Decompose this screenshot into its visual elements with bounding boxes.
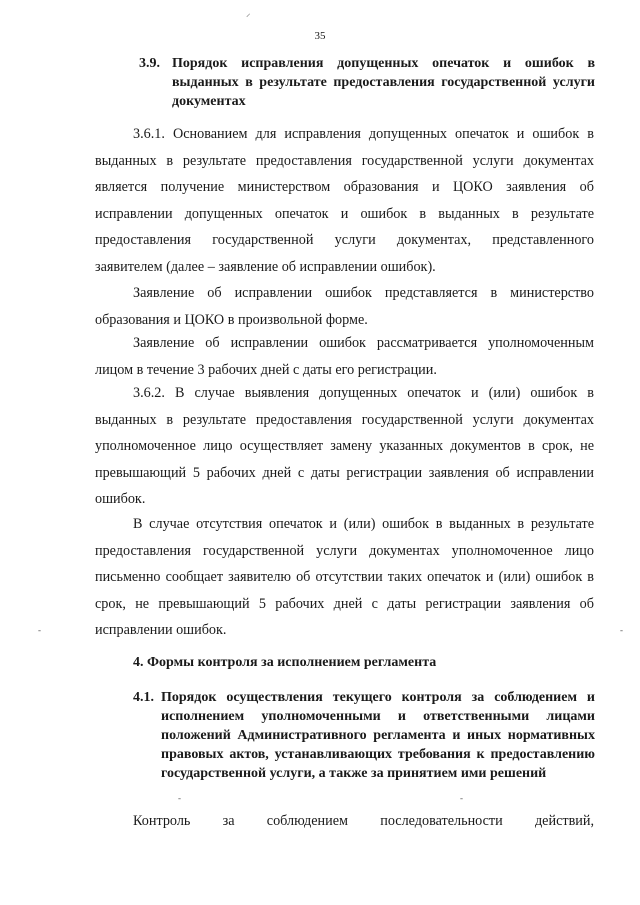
section-4-1-heading bbox=[133, 688, 595, 798]
section-4-1-number: 4.1. bbox=[133, 690, 154, 705]
paragraph-review: Заявление об исправлении ошибок рассматривается уполномоченным лицом в течение 3 рабочих дней с даты его регистрации. bbox=[95, 335, 594, 378]
paragraph-no-errors: В случае отсутствия опечаток и (или) ошибок в выданных в результате предоставления государственной услуги документах уполномоченное лицо письменно сообщает заявителю об отсутствии таких опечаток и (или) ошибок в срок, не превышающий 5 рабочих дней с даты регистрации заявления об исправлении ошибок. bbox=[95, 516, 594, 639]
paragraph-3-6-1: 3.6.1. Основанием для исправления допущенных опечаток и ошибок в выданных в результате предоставления государственной услуги документах является получение министерством образования и ЦОКО заявления об исправлении допущенных опечаток и ошибок в выданных в результате предоставления государственной услуги документах, представленного заявителем (далее – заявление об исправлении ошибок). bbox=[95, 126, 594, 275]
scan-mark-mid-left: ‐ bbox=[178, 793, 181, 803]
section-4-1-title: Порядок осуществления текущего контроля за соблюдением и исполнением уполномоченными и ответственными лицами положений Административного регламента и иных нормативных правовых актов, устанавливающих требования к предоставлению государственной услуги, а также за принятием ими решений bbox=[161, 690, 595, 781]
scan-mark-mid-right: ‐ bbox=[460, 793, 463, 803]
section-4-heading: 4. Формы контроля за исполнением регламента bbox=[133, 655, 437, 670]
scan-mark-top: ⸍ bbox=[246, 12, 251, 22]
paragraph-3-6-2: 3.6.2. В случае выявления допущенных опечаток и (или) ошибок в выданных в результате предоставления государственной услуги документах уполномоченное лицо осуществляет замену указанных документов в срок, не превышающий 5 рабочих дней с даты регистрации заявления об исправлении ошибок. bbox=[95, 385, 594, 508]
section-3-9-number: 3.9. bbox=[139, 56, 160, 71]
scan-mark-right: ‐ bbox=[620, 625, 623, 635]
scan-mark-left: ‐ bbox=[38, 625, 41, 635]
page-number: 35 bbox=[314, 30, 326, 42]
paragraph-submission: Заявление об исправлении ошибок представляется в министерство образования и ЦОКО в произвольной форме. bbox=[95, 285, 594, 328]
section-3-9-heading bbox=[139, 54, 595, 114]
section-3-9-title: Порядок исправления допущенных опечаток и ошибок в выданных в результате предоставления государственной услуги документах bbox=[172, 56, 595, 109]
paragraph-control-start: Контроль за соблюдением последовательности действий, bbox=[133, 813, 594, 829]
